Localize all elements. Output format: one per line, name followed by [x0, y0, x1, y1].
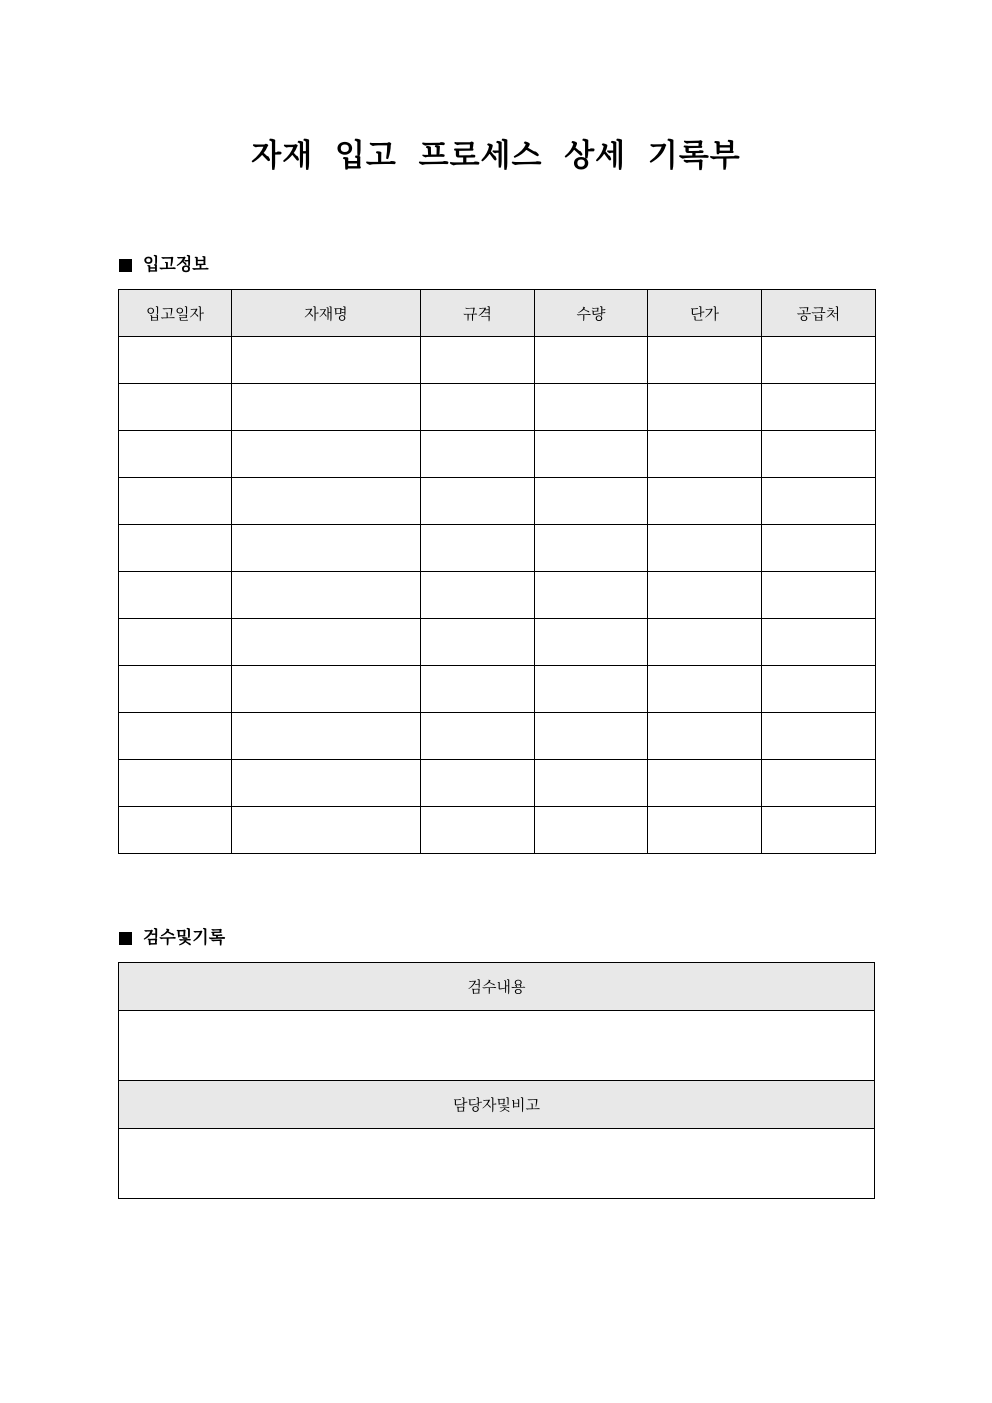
cell-quantity[interactable] [535, 572, 648, 619]
cell-receipt-date[interactable] [119, 431, 232, 478]
cell-receipt-date[interactable] [119, 666, 232, 713]
column-header-material-name: 자재명 [232, 290, 421, 337]
cell-material-name[interactable] [232, 572, 421, 619]
cell-supplier[interactable] [762, 760, 876, 807]
cell-material-name[interactable] [232, 760, 421, 807]
cell-receipt-date[interactable] [119, 619, 232, 666]
cell-spec[interactable] [421, 713, 535, 760]
black-square-icon [119, 259, 132, 272]
cell-supplier[interactable] [762, 478, 876, 525]
cell-material-name[interactable] [232, 478, 421, 525]
cell-spec[interactable] [421, 525, 535, 572]
cell-quantity[interactable] [535, 807, 648, 854]
cell-supplier[interactable] [762, 666, 876, 713]
column-header-unit-price: 단가 [648, 290, 762, 337]
table-row [119, 431, 876, 478]
receipt-table-header-row [119, 290, 876, 337]
cell-supplier[interactable] [762, 337, 876, 384]
cell-unit-price[interactable] [648, 807, 762, 854]
inspection-label-row [119, 963, 875, 1011]
manager-notes-row [119, 1129, 875, 1199]
cell-unit-price[interactable] [648, 384, 762, 431]
manager-notes-label: 담당자및비고 [119, 1081, 875, 1129]
table-row [119, 666, 876, 713]
page-title: 자재 입고 프로세스 상세 기록부 [251, 138, 741, 174]
cell-material-name[interactable] [232, 619, 421, 666]
column-header-receipt-date: 입고일자 [119, 290, 232, 337]
cell-unit-price[interactable] [648, 713, 762, 760]
table-row [119, 713, 876, 760]
cell-unit-price[interactable] [648, 478, 762, 525]
cell-quantity[interactable] [535, 760, 648, 807]
column-header-quantity: 수량 [535, 290, 648, 337]
cell-unit-price[interactable] [648, 431, 762, 478]
cell-supplier[interactable] [762, 431, 876, 478]
receipt-section-heading [119, 253, 209, 277]
inspection-content-cell[interactable] [119, 1011, 875, 1081]
cell-unit-price[interactable] [648, 337, 762, 384]
cell-supplier[interactable] [762, 384, 876, 431]
cell-receipt-date[interactable] [119, 760, 232, 807]
cell-quantity[interactable] [535, 713, 648, 760]
inspection-section-heading [119, 926, 225, 950]
cell-spec[interactable] [421, 431, 535, 478]
cell-quantity[interactable] [535, 478, 648, 525]
table-row [119, 760, 876, 807]
cell-material-name[interactable] [232, 713, 421, 760]
cell-unit-price[interactable] [648, 760, 762, 807]
inspection-section-heading-label: 검수및기록 [143, 928, 226, 948]
cell-receipt-date[interactable] [119, 384, 232, 431]
cell-quantity[interactable] [535, 384, 648, 431]
cell-unit-price[interactable] [648, 666, 762, 713]
cell-spec[interactable] [421, 619, 535, 666]
table-row [119, 807, 876, 854]
cell-quantity[interactable] [535, 337, 648, 384]
cell-material-name[interactable] [232, 807, 421, 854]
cell-spec[interactable] [421, 572, 535, 619]
cell-material-name[interactable] [232, 384, 421, 431]
cell-quantity[interactable] [535, 525, 648, 572]
column-header-spec: 규격 [421, 290, 535, 337]
table-row [119, 337, 876, 384]
cell-material-name[interactable] [232, 431, 421, 478]
manager-notes-cell[interactable] [119, 1129, 875, 1199]
cell-unit-price[interactable] [648, 525, 762, 572]
cell-supplier[interactable] [762, 619, 876, 666]
cell-receipt-date[interactable] [119, 807, 232, 854]
table-row [119, 619, 876, 666]
cell-receipt-date[interactable] [119, 713, 232, 760]
receipt-section-heading-label: 입고정보 [143, 255, 209, 275]
inspection-content-label: 검수내용 [119, 963, 875, 1011]
cell-spec[interactable] [421, 478, 535, 525]
table-row [119, 384, 876, 431]
cell-receipt-date[interactable] [119, 572, 232, 619]
cell-receipt-date[interactable] [119, 525, 232, 572]
cell-receipt-date[interactable] [119, 337, 232, 384]
inspection-table [118, 962, 875, 1199]
cell-material-name[interactable] [232, 666, 421, 713]
cell-unit-price[interactable] [648, 572, 762, 619]
receipt-table [118, 289, 876, 854]
cell-spec[interactable] [421, 337, 535, 384]
cell-supplier[interactable] [762, 525, 876, 572]
cell-spec[interactable] [421, 666, 535, 713]
table-row [119, 525, 876, 572]
cell-material-name[interactable] [232, 337, 421, 384]
inspection-content-row [119, 1011, 875, 1081]
cell-receipt-date[interactable] [119, 478, 232, 525]
cell-quantity[interactable] [535, 619, 648, 666]
cell-material-name[interactable] [232, 525, 421, 572]
cell-quantity[interactable] [535, 431, 648, 478]
table-row [119, 478, 876, 525]
cell-unit-price[interactable] [648, 619, 762, 666]
cell-supplier[interactable] [762, 572, 876, 619]
manager-label-row [119, 1081, 875, 1129]
table-row [119, 572, 876, 619]
cell-spec[interactable] [421, 807, 535, 854]
cell-spec[interactable] [421, 384, 535, 431]
cell-supplier[interactable] [762, 713, 876, 760]
cell-spec[interactable] [421, 760, 535, 807]
black-square-icon [119, 932, 132, 945]
cell-supplier[interactable] [762, 807, 876, 854]
cell-quantity[interactable] [535, 666, 648, 713]
column-header-supplier: 공급처 [762, 290, 876, 337]
